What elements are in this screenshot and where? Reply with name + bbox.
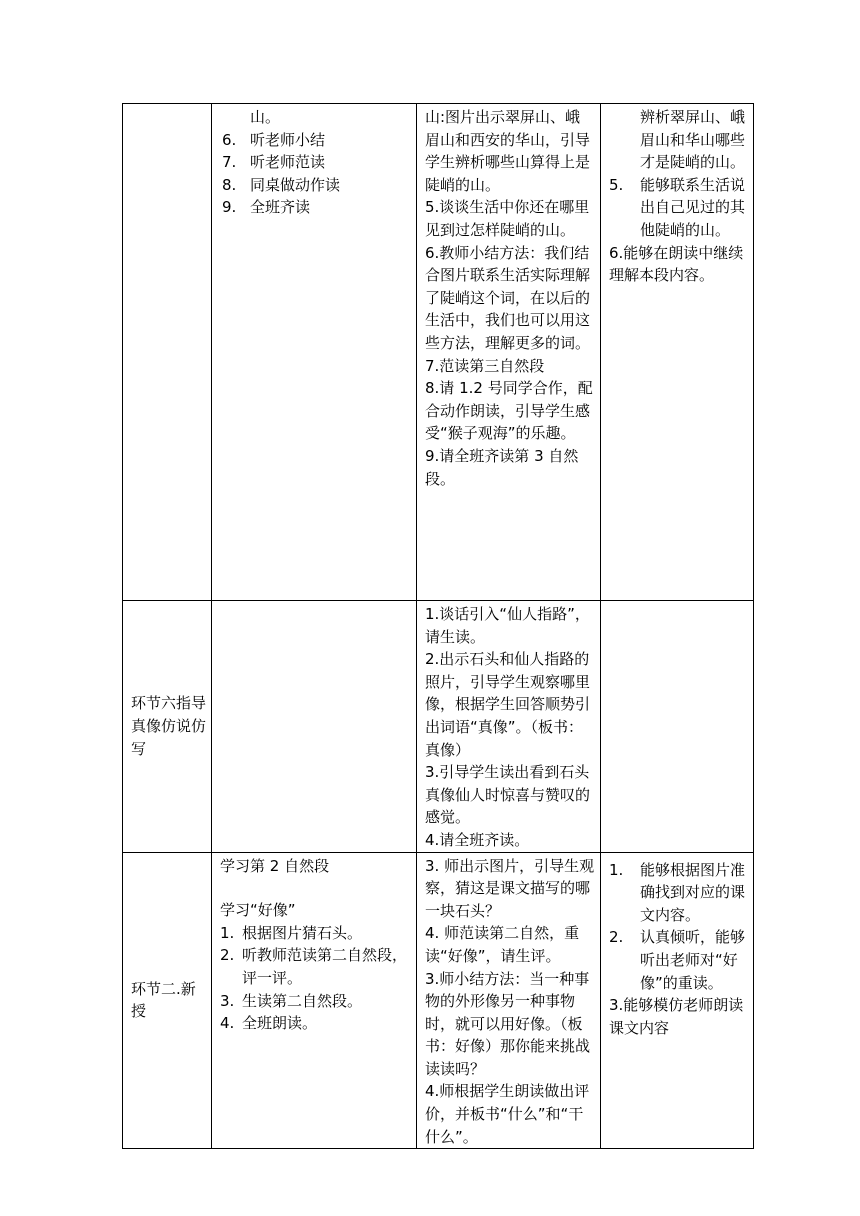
paragraph: 3. 师出示图片，引导生观察，猜这是课文描写的哪一块石头？ [425, 856, 595, 920]
sub-heading: 学习“好像” [220, 901, 296, 920]
paragraph: 3.引导学生读出看到石头真像仙人时惊喜与赞叹的感觉。 [425, 763, 591, 827]
paragraph: 6.能够在朗读中继续理解本段内容。 [609, 243, 744, 285]
table-row [123, 104, 754, 601]
paragraph: 4. 师范读第二自然，重读“好像”，请生评。 [425, 924, 580, 965]
stage-label: 环节六指导真像仿说仿写 [131, 694, 207, 758]
paragraph: 7.范读第三自然段 [425, 356, 545, 375]
teacher-activity-cell [417, 601, 601, 853]
list-item: 5. 能够联系生活说出自己见过的其他陡峭的山。 [609, 175, 746, 239]
list-item: 6. 听老师小结 [222, 130, 326, 149]
stage-label: 环节二.新授 [131, 979, 196, 1021]
paragraph: 1.谈话引入“仙人指路”，请生读。 [425, 605, 590, 646]
paragraph: 3.能够模仿老师朗读课文内容 [609, 996, 744, 1037]
paragraph: 4.请全班齐读。 [425, 830, 530, 849]
list-item: 1. 能够根据图片准确找到对应的课文内容。 [609, 860, 746, 924]
goals-cell [601, 601, 754, 853]
goals-cell [601, 104, 754, 601]
table-row [123, 852, 754, 1149]
student-activity-cell [212, 601, 417, 853]
student-activity-cell [212, 104, 417, 601]
goals-cell [601, 852, 754, 1149]
stage-cell [123, 104, 212, 601]
list-item: 1. 根据图片猜石头。 [220, 923, 363, 942]
lesson-plan-table [122, 103, 754, 1149]
paragraph: 4.师根据学生朗读做出评价，并板书“什么”和“干什么”。 [425, 1082, 590, 1146]
list-item: 3. 生读第二自然段。 [220, 991, 363, 1010]
list-item: 4. 全班朗读。 [220, 1014, 318, 1033]
list-item: 7. 听老师范读 [222, 153, 326, 172]
stage-cell [123, 852, 212, 1149]
table-row [123, 601, 754, 853]
teacher-activity-cell [417, 852, 601, 1149]
list-item: 2. 认真倾听，能够听出老师对“好像”的重读。 [609, 928, 746, 992]
list-item: 2. 听教师范读第二自然段，评一评。 [220, 946, 408, 987]
student-activity-cell [212, 852, 417, 1149]
paragraph: 2.出示石头和仙人指路的照片，引导学生观察哪里像，根据学生回答顺势引出词语“真像”。（板书：真像） [425, 650, 591, 759]
paragraph: 6.教师小结方法：我们结合图片联系生活实际理解了陡峭这个词，在以后的生活中，我们也可以用这些方法，理解更多的词。 [425, 243, 591, 352]
paragraph: 3.师小结方法：当一种事物的外形像另一种事物时，就可以用好像。（板书：好像）那你能来挑战读读吗？ [425, 969, 591, 1078]
stage-cell [123, 601, 212, 853]
list-item: 9. 全班齐读 [222, 198, 311, 217]
paragraph: 山:图片出示翠屏山、峨眉山和西安的华山，引导学生辨析哪些山算得上是陡峭的山。 [425, 108, 591, 194]
section-heading: 学习第 2 自然段 [220, 856, 330, 875]
list-item: 8. 同桌做动作读 [222, 175, 341, 194]
teacher-activity-cell [417, 104, 601, 601]
paragraph: 5.谈谈生活中你还在哪里见到过怎样陡峭的山。 [425, 198, 590, 239]
continued-text: 山。 [250, 108, 281, 126]
paragraph: 8.请 1.2 号同学合作，配合动作朗读，引导学生感受“猴子观海”的乐趣。 [425, 379, 593, 443]
continued-text: 辨析翠屏山、峨眉山和华山哪些才是陡峭的山。 [640, 108, 746, 172]
paragraph: 9.请全班齐读第 3 自然段。 [425, 446, 579, 488]
